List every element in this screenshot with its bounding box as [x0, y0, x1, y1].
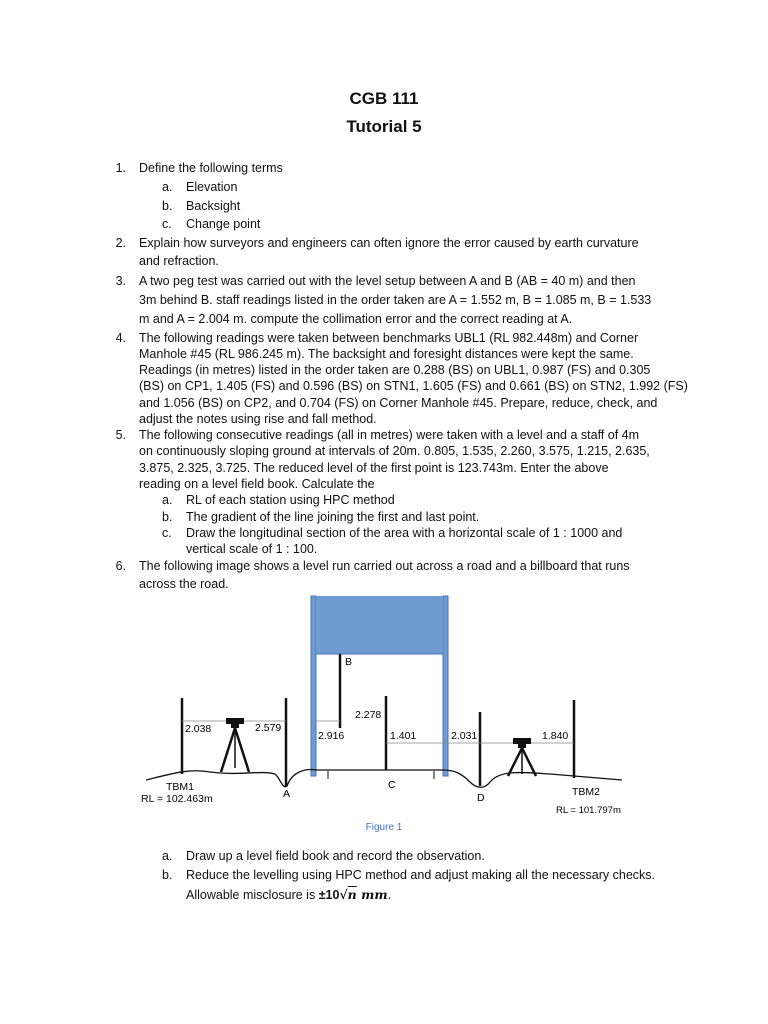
question-line: Manhole #45 (RL 986.245 m). The backsight and foresight distances were kept the same.: [139, 347, 634, 361]
question-line: adjust the notes using rise and fall method.: [139, 412, 377, 426]
level-instrument-2: [508, 738, 536, 776]
question-line: and refraction.: [139, 254, 219, 268]
reading-tbm2: 1.840: [542, 730, 569, 742]
point-label-b: B: [345, 656, 353, 668]
question-line: across the road.: [139, 577, 229, 591]
question-line: Explain how surveyors and engineers can often ignore the error caused by earth curvature: [139, 236, 639, 250]
item-label: b.: [162, 510, 173, 524]
misclosure-line: Allowable misclosure is ±10√n mm.: [186, 887, 392, 902]
reading-b: 2.278: [355, 709, 382, 721]
misclosure-unit: mm: [356, 887, 388, 902]
item-label: a.: [162, 493, 173, 507]
rl-tbm1: RL = 102.463m: [141, 793, 213, 805]
item-text-continued: vertical scale of 1 : 100.: [186, 542, 318, 556]
question-line: A two peg test was carried out with the level setup between A and B (AB = 40 m) and then: [139, 274, 636, 288]
point-label-tbm2: TBM2: [572, 786, 601, 798]
level-instrument-1: [221, 718, 249, 772]
tutorial-title: Tutorial 5: [346, 117, 422, 136]
question-line: reading on a level field book. Calculate the: [139, 477, 375, 491]
item-text: RL of each station using HPC method: [186, 493, 395, 507]
reading-tbm1-bs: 2.038: [185, 723, 212, 735]
question-number: 2.: [115, 236, 126, 250]
levelling-figure: [0, 590, 768, 820]
question-line: (BS) on CP1, 1.405 (FS) and 0.596 (BS) on STN1, 1.605 (FS) and 0.661 (BS) on STN2, 1.992 (FS): [139, 379, 688, 393]
rl-tbm2: RL = 101.797m: [556, 805, 621, 816]
question-line: Readings (in metres) listed in the order taken are 0.288 (BS) on UBL1, 0.987 (FS) and 0.305: [139, 363, 651, 377]
question-text: Define the following terms: [139, 161, 283, 175]
item-text: Draw the longitudinal section of the area with a horizontal scale of 1 : 1000 and: [186, 526, 623, 540]
item-text: Backsight: [186, 199, 241, 213]
course-code: CGB 111: [349, 89, 419, 108]
billboard-left-post: [311, 596, 316, 776]
question-number: 4.: [115, 331, 126, 345]
reading-a-bs: 2.916: [318, 730, 345, 742]
billboard-right-post: [443, 596, 448, 776]
question-line: The following consecutive readings (all in metres) were taken with a level and a staff of 4m: [139, 428, 640, 442]
question-line: The following readings were taken between benchmarks UBL1 (RL 982.448m) and Corner: [139, 331, 639, 345]
misclosure-n: n: [347, 887, 357, 902]
question-line: and 1.056 (BS) on CP2, and 0.704 (FS) on Corner Manhole #45. Prepare, reduce, check, and: [139, 396, 658, 410]
billboard-panel: [316, 596, 443, 654]
item-text: Elevation: [186, 180, 238, 194]
question-line: The following image shows a level run carried out across a road and a billboard that runs: [139, 559, 630, 573]
figure-caption: Figure 1: [365, 822, 403, 833]
misclosure-end: .: [387, 888, 392, 902]
reading-d-fs: 2.031: [451, 730, 478, 742]
item-text: Reduce the levelling using HPC method and adjust making all the necessary checks.: [186, 868, 656, 882]
question-line: m and A = 2.004 m. compute the collimation error and the correct reading at A.: [139, 312, 573, 326]
point-label-c: C: [388, 779, 396, 791]
question-line: 3m behind B. staff readings listed in the order taken are A = 1.552 m, B = 1.085 m, B = 1.533: [139, 293, 652, 307]
point-label-d: D: [477, 792, 485, 804]
question-number: 1.: [115, 161, 126, 175]
question-number: 3.: [115, 274, 126, 288]
reading-c: 1.401: [390, 730, 417, 742]
point-label-tbm1: TBM1: [166, 781, 195, 793]
misclosure-prefix: Allowable misclosure is: [186, 888, 319, 902]
question-number: 5.: [115, 428, 126, 442]
item-label: a.: [162, 180, 173, 194]
item-text: Change point: [186, 217, 261, 231]
reading-a-fs: 2.579: [255, 722, 282, 734]
item-label: c.: [162, 526, 172, 540]
item-label: a.: [162, 849, 173, 863]
question-number: 6.: [115, 559, 126, 573]
item-label: b.: [162, 868, 173, 882]
item-text: Draw up a level field book and record the observation.: [186, 849, 485, 863]
question-line: 3.875, 2.325, 3.725. The reduced level of the first point is 123.743m. Enter the above: [139, 461, 609, 475]
item-label: c.: [162, 217, 172, 231]
ground-profile: [146, 770, 622, 788]
item-label: b.: [162, 199, 173, 213]
question-line: on continuously sloping ground at intervals of 20m. 0.805, 1.535, 2.260, 3.575, 1.215, 2.635,: [139, 444, 650, 458]
item-text: The gradient of the line joining the first and last point.: [186, 510, 480, 524]
point-label-a: A: [283, 788, 291, 800]
misclosure-pm: ±10: [318, 888, 340, 902]
